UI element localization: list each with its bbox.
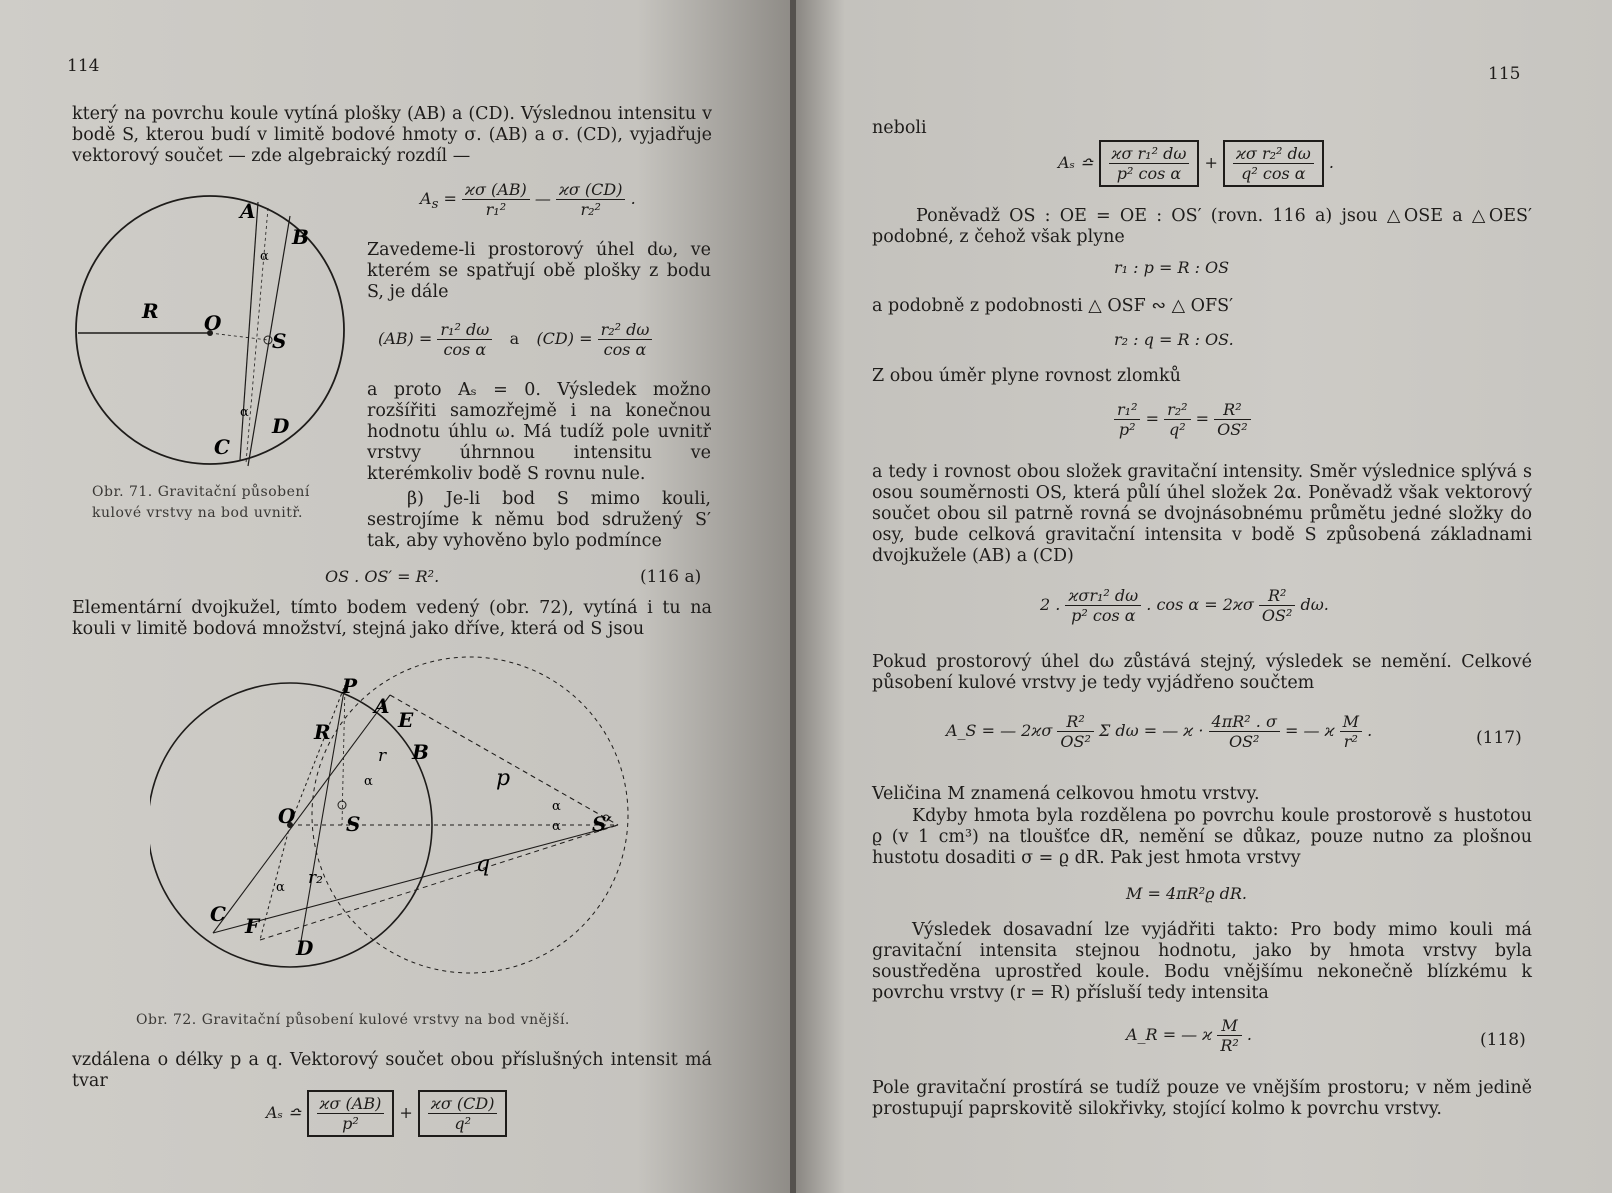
paragraph-pokud: Pokud prostorový úhel dω zůstává stejný, výsledek se nemění. Celkové působení kulové vrstvy je tedy vyjádřeno součtem [872, 652, 1532, 693]
eq-part: = — ϰ [1284, 721, 1335, 740]
page-number: 115 [1488, 64, 1521, 84]
paragraph-velicina: Veličina M znamená celkovou hmotu vrstvy. [872, 784, 1260, 804]
equation-AB-CD [378, 320, 652, 359]
denominator: R² [1220, 1036, 1239, 1055]
eq-lhs: Aₛ ≏ [1058, 153, 1094, 172]
fraction [598, 320, 653, 359]
page-114 [0, 0, 796, 1193]
label-q: q [476, 852, 491, 877]
fraction [428, 1094, 498, 1133]
label-A: A [240, 199, 256, 223]
label-alpha: α [364, 774, 373, 789]
figure-71-caption-line1: Obr. 71. Gravitační působení [92, 484, 310, 500]
equation-118: A_R = — ϰ $\frac{M}{\text{R²}}$ . [1126, 1016, 1252, 1055]
numerator: r₂² [1164, 400, 1190, 420]
label-alpha: α [260, 249, 269, 264]
chord-line [213, 695, 390, 933]
denominator: r₁² [485, 200, 507, 219]
denominator: r² [1343, 732, 1358, 751]
equation-number: (118) [1480, 1030, 1526, 1050]
numerator: M [1217, 1016, 1241, 1036]
paragraph-pole: Pole gravitační prostírá se tudíž pouze ve vnějším prostoru; v něm jedině prostupují paprskovitě silokřivky, stojící kolmo k povrchu vrstvy. [872, 1078, 1532, 1119]
fraction [1214, 400, 1251, 439]
label-C: C [210, 902, 226, 926]
numerator: ϰσr₁² dω [1065, 586, 1141, 606]
denominator: OS² [1261, 606, 1293, 625]
label-B: B [292, 225, 309, 249]
fraction [462, 180, 530, 219]
denominator: p² [1118, 420, 1136, 439]
figure-72 [150, 655, 650, 995]
paragraph-ponevadz: Poněvadž OS : OE = OE : OS′ (rovn. 116 a) jsou △OSE a △OES′ podobné, z čehož však plyne [872, 206, 1532, 247]
denominator: cos α [443, 340, 487, 359]
label-D: D [272, 414, 290, 438]
fraction [1217, 1016, 1241, 1055]
eq-part: A_R = — ϰ [1126, 1025, 1213, 1044]
label-alpha: α [552, 799, 561, 814]
numerator: ϰσ r₂² dω [1233, 144, 1314, 164]
numerator: ϰσ r₁² dω [1109, 144, 1190, 164]
label-R: R [142, 299, 159, 323]
denominator: cos α [603, 340, 647, 359]
page-number: 114 [67, 56, 100, 76]
paragraph-podobne: a podobně z podobnosti △ OSF ∾ △ OFS′ [872, 296, 1234, 316]
label-E: E [398, 708, 414, 732]
equation-number: (116 a) [640, 567, 702, 587]
paragraph-proto: a proto Aₛ = 0. Výsledek možno rozšířiti samozřejmě i na konečnou hodnotu úhlu ω. Má tudíž pole uvnitř vrstvy úhrnnou intensitu ve kterémkoliv bodě S rovnu nule. [367, 380, 711, 484]
label-S: S [272, 329, 287, 353]
paragraph-elementarni: Elementární dvojkužel, tímto bodem vedený (obr. 72), vytíná i tu na kouli v limitě bodová množství, stejná jako dříve, která od S jsou [72, 598, 712, 639]
label-O: O [204, 311, 222, 335]
denominator: p² cos α [1071, 606, 1136, 625]
fraction [1340, 712, 1362, 751]
fraction [1209, 712, 1280, 751]
bracket [1223, 140, 1324, 187]
label-R: R [314, 720, 331, 744]
paragraph-kdyby: Kdyby hmota byla rozdělena po povrchu koule prostorově s hustotou ϱ (v 1 cm³) na tloušťce dR, nemění se důkaz, pouze nutno za plošnou hustotu dosaditi σ = ϱ dR. Pak jest hmota vrstvy [872, 806, 1532, 868]
paragraph-atedy: a tedy i rovnost obou složek gravitační intensity. Směr výslednice splývá s osou souměrnosti OS, která půlí úhel složek 2α. Poněvadž však vektorový součet obou sil patrně rovná se dvojnásobnému průmětu jedné složky do osy, bude celková gravitační intensita v bodě S způsobená základnami dvojkužele (AB) a (CD) [872, 462, 1532, 566]
label-alpha: α [276, 880, 285, 895]
numerator: R² [1259, 586, 1296, 606]
numerator: r₂² dω [598, 320, 653, 340]
paragraph-vysledek: Výsledek dosavadní lze vyjádřiti takto: Pro body mimo kouli má gravitační intensita stejnou hodnotu, jako by hmota vrstvy byla soustředěna uprostřed koule. Bodu vnějšímu nekonečně blízkému k povrchu vrstvy (r = R) přísluší tedy intensita [872, 920, 1532, 1003]
eq-lhs: A [420, 189, 432, 208]
fraction [1065, 586, 1141, 625]
fraction [1233, 144, 1314, 183]
fraction [1114, 400, 1140, 439]
cone-line [213, 825, 618, 933]
eq-sub: s [431, 197, 439, 213]
equation-M: M = 4πR²ϱ dR. [1126, 884, 1247, 903]
equation-r2: r₂ : q = R : OS. [1114, 330, 1234, 349]
eq-part: dω. [1300, 595, 1329, 614]
numerator: M [1340, 712, 1362, 732]
label-D: D [296, 936, 314, 960]
eq-a: a [509, 329, 520, 348]
denominator: OS² [1060, 732, 1091, 751]
label-r2: r₂ [308, 868, 323, 888]
bracket [1099, 140, 1200, 187]
cone-axis [246, 208, 268, 463]
denominator: p² [342, 1114, 359, 1133]
label-alpha: α [552, 819, 561, 834]
fraction [1164, 400, 1190, 439]
paragraph-zobou: Z obou úměr plyne rovnost zlomků [872, 366, 1181, 386]
fraction [1057, 712, 1094, 751]
eq-part: . cos α = 2ϰσ [1146, 595, 1254, 614]
radius-line [290, 685, 345, 825]
eq-lhs: Aₛ ≏ [266, 1103, 302, 1122]
numerator: ϰσ (CD) [428, 1094, 498, 1114]
label-O: O [278, 804, 296, 828]
denominator: p² cos α [1116, 164, 1182, 183]
eq-part: Σ dω = — ϰ · [1098, 721, 1204, 740]
dashed-line [342, 685, 345, 825]
bracket [307, 1090, 395, 1137]
numerator: r₁² dω [437, 320, 492, 340]
numerator: ϰσ (AB) [317, 1094, 385, 1114]
denominator: OS² [1217, 420, 1248, 439]
fraction [1109, 144, 1190, 183]
radius-line [260, 825, 290, 940]
numerator: ϰσ (AB) [462, 180, 530, 200]
label-r: r [378, 746, 387, 766]
label-p: p [496, 766, 511, 791]
label-alpha: α [240, 405, 249, 420]
denominator: q² [1168, 420, 1186, 439]
paragraph-zavedeme: Zavedeme-li prostorový úhel dω, ve kterém se spatřují obě plošky z bodu S, je dále [367, 240, 711, 302]
figure-72-caption: Obr. 72. Gravitační působení kulové vrstvy na bod vnější. [136, 1012, 570, 1028]
eq-lhs: (AB) = [378, 329, 433, 348]
paragraph-beta: β) Je-li bod S mimo kouli, sestrojíme k němu bod sdružený S′ tak, aby vyhověno bylo podmínce [367, 489, 711, 551]
fraction [317, 1094, 385, 1133]
fraction [437, 320, 492, 359]
eq-lhs: (CD) = [536, 329, 593, 348]
label-B: B [412, 740, 429, 764]
eq-part: A_S = — 2ϰσ [946, 721, 1053, 740]
page-115 [796, 0, 1612, 1193]
label-P: P [342, 674, 358, 698]
equation-2 [1040, 586, 1329, 625]
equation-As-pq: Aₛ ≏ $\frac{ϰ\sigma (AB)}{\text{p²}}$ + $\frac{ϰ\sigma (CD)}{\text{q²}}$ [266, 1090, 507, 1137]
fraction [1259, 586, 1296, 625]
denominator: q² [454, 1114, 471, 1133]
label-F: F [245, 914, 260, 938]
equation-number: (117) [1476, 728, 1522, 748]
paragraph-vzdalena: vzdálena o délky p a q. Vektorový součet obou příslušných intensit má tvar [72, 1050, 712, 1091]
paragraph-intro: který na povrchu koule vytíná plošky (AB) a (CD). Výslednou intensitu v bodě S, kterou budí v limitě bodové hmoty σ. (AB) a σ. (CD), vyjadřuje vektorový součet — zde algebraický rozdíl — [72, 104, 712, 166]
figure-71-caption-line2: kulové vrstvy na bod uvnitř. [92, 505, 303, 521]
equation-r1: r₁ : p = R : OS [1114, 258, 1230, 277]
denominator: OS² [1228, 732, 1260, 751]
numerator: ϰσ (CD) [556, 180, 626, 200]
equation-116a: OS . OS′ = R². [325, 567, 440, 586]
equation-117: A_S = — 2ϰσ $\frac{\text{R²}}{\text{OS²}}$ Σ dω = — ϰ · $\frac{\text{4πR² . σ}}{\text{OS²}}$ = — ϰ $\frac{M}{\text{r²}}$ . [946, 712, 1373, 751]
label-A: A [374, 694, 390, 718]
eq-part: 2 . [1040, 595, 1061, 614]
numerator: r₁² [1114, 400, 1140, 420]
numerator: R² [1214, 400, 1251, 420]
figure-71 [68, 188, 358, 478]
text-neboli: neboli [872, 118, 927, 138]
numerator: 4πR² . σ [1209, 712, 1280, 732]
equation-fractions: $\frac{\text{r₁²}}{\text{p²}}$ = $\frac{\text{r₂²}}{\text{q²}}$ = $\frac{\text{R²}}{\text{OS²}}$ [1114, 400, 1251, 439]
label-S: S [346, 812, 361, 836]
denominator: r₂² [580, 200, 601, 219]
numerator: R² [1057, 712, 1094, 732]
equation-As-cos: Aₛ ≏ $\frac{\text{ϰσ r₁² dω}}{\text{p² cos α}}$ + $\frac{\text{ϰσ r₂² dω}}{\text{q² cos α}}$ . [1058, 140, 1334, 187]
bracket [418, 1090, 508, 1137]
label-C: C [214, 435, 230, 459]
fraction [556, 180, 626, 219]
label-Sp: S′ [592, 812, 612, 836]
equation-As: $A_s$ = $\frac{ϰ\sigma (AB)}{\text{r₁²}}$ — $\frac{ϰ\sigma (CD)}{\text{r₂²}}$ . [420, 180, 636, 219]
denominator: q² cos α [1241, 164, 1306, 183]
